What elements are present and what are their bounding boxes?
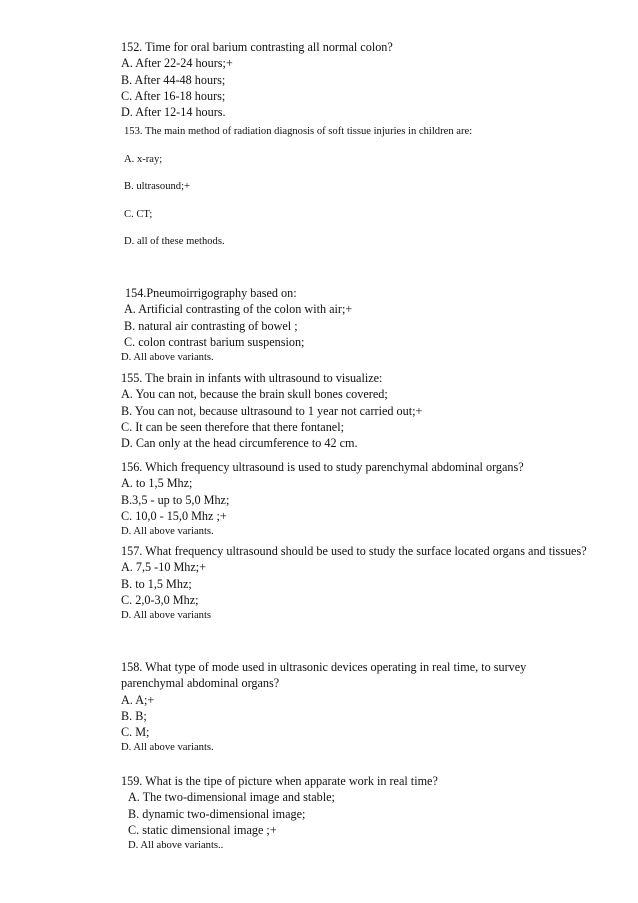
answer-option: D. All above variants — [121, 610, 212, 622]
answer-option: C. After 16-18 hours; — [121, 88, 226, 103]
question-prompt: 155. The brain in infants with ultrasound to visualize: — [121, 371, 383, 385]
answer-option: C. It can be seen therefore that there fontanel; — [121, 419, 344, 434]
question-prompt: 156. Which frequency ultrasound is used to study parenchymal abdominal organs? — [121, 460, 524, 474]
question-152 — [121, 39, 593, 120]
question-157 — [121, 543, 593, 624]
answer-option: C. CT; — [124, 208, 153, 220]
answer-option: B. to 1,5 Mhz; — [121, 576, 192, 591]
question-prompt: 159. What is the tipe of picture when apparate work in real time? — [121, 774, 438, 788]
answer-option: C. 10,0 - 15,0 Mhz ;+ — [121, 508, 227, 523]
answer-option: D. All above variants. — [121, 742, 214, 754]
question-154 — [121, 285, 593, 366]
answer-option: D. Can only at the head circumference to 42 cm. — [121, 436, 358, 451]
question-prompt: 153. The main method of radiation diagnosis of soft tissue injuries in children are: — [124, 126, 473, 137]
answer-option: C. static dimensional image ;+ — [128, 822, 277, 837]
answer-option: A. 7,5 -10 Mhz;+ — [121, 560, 207, 575]
answer-option: C. M; — [121, 725, 150, 740]
answer-option: C. 2,0-3,0 Mhz; — [121, 592, 199, 607]
question-155 — [121, 370, 593, 451]
answer-option: A. The two-dimensional image and stable; — [128, 790, 335, 805]
answer-option: B. natural air contrasting of bowel ; — [124, 318, 298, 333]
question-159 — [121, 773, 593, 854]
question-prompt: 157. What frequency ultrasound should be used to study the surface located organs and tissues? — [121, 544, 587, 558]
answer-option: A. x-ray; — [124, 153, 163, 165]
answer-option: D. all of these methods. — [124, 236, 225, 248]
answer-option: B. After 44-48 hours; — [121, 72, 226, 87]
question-prompt: 158. What type of mode used in ultrasonic devices operating in real time, to survey parenchymal abdominal organs? — [121, 660, 527, 691]
question-158 — [121, 659, 593, 757]
answer-option: C. colon contrast barium suspension; — [124, 334, 305, 349]
answer-option: B.3,5 - up to 5,0 Mhz; — [121, 492, 230, 507]
question-prompt: 154.Pneumoirrigography based on: — [125, 286, 297, 300]
answer-option: A. After 22-24 hours;+ — [121, 56, 233, 71]
answer-option: B. ultrasound;+ — [124, 181, 191, 193]
answer-option: D. All above variants. — [121, 526, 214, 538]
answer-option: D. All above variants.. — [128, 840, 224, 852]
question-prompt: 152. Time for oral barium contrasting all normal colon? — [121, 40, 393, 54]
answer-option: A. A;+ — [121, 692, 155, 707]
question-156 — [121, 459, 593, 540]
answer-option: B. dynamic two-dimensional image; — [128, 806, 306, 821]
answer-option: B. B; — [121, 708, 147, 723]
answer-option: B. You can not, because ultrasound to 1 year not carried out;+ — [121, 403, 423, 418]
answer-option: A. You can not, because the brain skull bones covered; — [121, 387, 388, 402]
answer-option: A. Artificial contrasting of the colon with air;+ — [124, 302, 353, 317]
question-153 — [124, 125, 596, 263]
answer-option: A. to 1,5 Mhz; — [121, 476, 193, 491]
answer-option: D. After 12-14 hours. — [121, 105, 226, 120]
answer-option: D. All above variants. — [121, 352, 214, 364]
